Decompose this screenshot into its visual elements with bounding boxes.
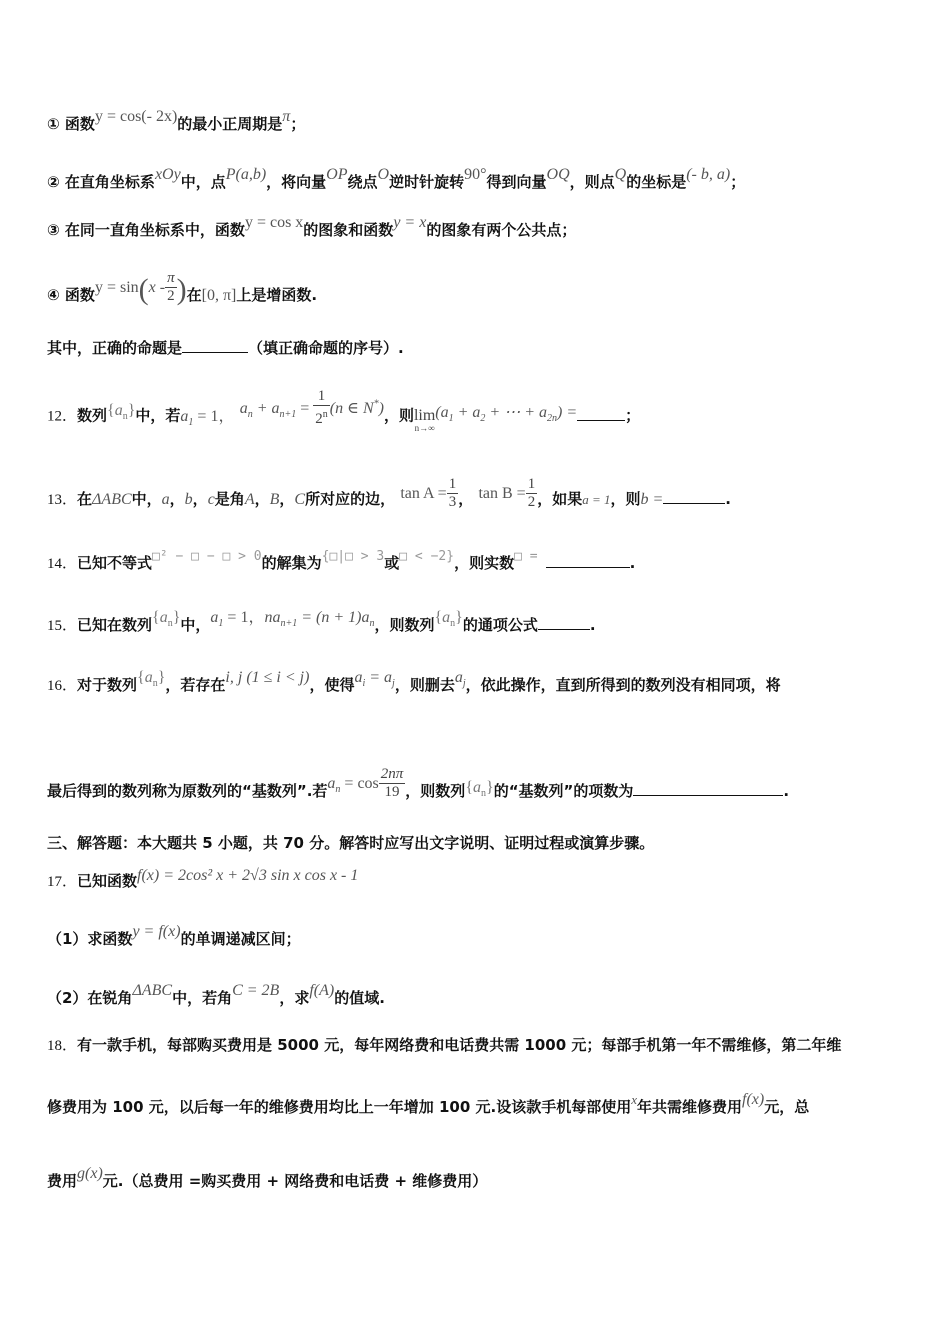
proposition-3	[47, 214, 907, 241]
text: 已知函数	[77, 872, 138, 890]
numerator: π	[167, 270, 175, 286]
var: na	[264, 609, 281, 626]
question-14	[47, 549, 907, 575]
question-15	[47, 609, 907, 642]
sub: n	[335, 784, 341, 796]
formula-interval: [0, π]	[201, 287, 237, 304]
text: 年共需维修费用	[637, 1098, 743, 1116]
var: a	[210, 609, 219, 626]
numerator: 1	[448, 476, 457, 492]
formula-fx: f(x)	[742, 1091, 765, 1108]
sup: *	[373, 398, 379, 410]
question-16	[47, 669, 907, 702]
question-number: 18．	[47, 1038, 78, 1054]
text: 对于数列	[77, 676, 138, 694]
formula-triangle: ΔABC	[132, 982, 173, 999]
formula-aj	[454, 669, 466, 690]
question-17-part-1	[47, 923, 907, 950]
sequence-an: $\{a_n\}$	[152, 609, 181, 630]
formula-c-2b: C = 2B	[232, 982, 280, 999]
fraction-pi-over-2	[165, 270, 177, 305]
answer-blank[interactable]	[577, 406, 625, 421]
sub: n+1	[280, 618, 298, 630]
var: a	[442, 609, 451, 626]
text: ，使得	[309, 676, 355, 694]
op: =	[296, 399, 314, 417]
formula-f: f(x) = 2cos² x + 2√3 sin x cos x - 1	[137, 867, 359, 884]
text: 或	[384, 554, 400, 572]
text: ，依此操作，直到所得到的数列没有相同项，将	[465, 676, 781, 694]
text: ，	[458, 490, 474, 508]
proposition-1-text: 的最小正周期是	[177, 115, 283, 133]
formula-set-part1: {□|□ > 3	[321, 549, 385, 564]
question-17-part-2	[47, 982, 907, 1009]
denominator: 2	[527, 494, 536, 510]
text: 的图象有两个公共点；	[426, 221, 577, 239]
formula-90deg: 90°	[464, 166, 487, 183]
numerator: 1	[527, 476, 536, 492]
formula-gx: g(x)	[77, 1165, 103, 1182]
text: 的解集为	[261, 554, 322, 572]
proposition-2-prefix: ② 在直角坐标系	[47, 173, 155, 191]
sequence-an: $\{a_n\}$	[434, 609, 463, 630]
var-C: C	[294, 491, 306, 508]
formula-a-eq-1: a = 1	[582, 492, 611, 507]
var: (n ∈ N	[329, 399, 374, 417]
paren-right: )	[176, 272, 187, 306]
val: = 1，	[223, 609, 265, 626]
text: .	[589, 616, 596, 634]
formula-op: OP	[326, 166, 348, 183]
denominator: 19	[384, 784, 400, 800]
formula-pi: π	[282, 108, 291, 125]
var: = a	[365, 669, 393, 686]
var: )	[378, 399, 384, 417]
sub: n	[369, 618, 375, 630]
formula-tanB: tan B =	[478, 485, 526, 502]
formula-cos: y = cos(- 2x)	[94, 108, 178, 125]
sequence-an: $\{a_n\}$	[137, 669, 166, 690]
formula-x-minus: x -	[148, 279, 166, 296]
formula-xoy: xOy	[154, 166, 181, 183]
denominator: 2	[167, 288, 175, 304]
formula-a1	[210, 609, 265, 630]
sub: 2n	[547, 412, 558, 424]
question-number: 12．	[47, 408, 78, 425]
formula-recurrence	[239, 399, 314, 420]
var-a: a	[161, 491, 170, 508]
question-18	[47, 1035, 907, 1056]
var-c: c	[207, 491, 215, 508]
text: ③ 在同一直角坐标系中，函数	[47, 221, 245, 239]
conclusion-line	[47, 338, 907, 358]
answer-blank[interactable]	[182, 338, 248, 353]
sub: n	[450, 618, 456, 630]
sub: n+1	[279, 408, 297, 420]
formula-tanA: tan A =	[400, 485, 447, 502]
answer-blank[interactable]	[538, 615, 590, 630]
text: 其中，正确的命题是	[47, 339, 183, 357]
formula-var-eq: □ =	[514, 549, 538, 564]
text: .	[725, 490, 731, 508]
text: 已知在数列	[77, 616, 153, 634]
question-number: 17．	[47, 874, 78, 890]
var: + a	[453, 403, 481, 421]
question-12	[47, 388, 907, 436]
text: ，	[192, 490, 208, 508]
var: a	[473, 779, 481, 796]
text: ，若存在	[165, 676, 226, 694]
text: ④ 函数	[47, 286, 95, 304]
text: 中，若角	[172, 989, 233, 1007]
question-17	[47, 867, 907, 892]
question-number: 16．	[47, 678, 78, 694]
question-18-line-2	[47, 1091, 907, 1118]
proposition-2	[47, 166, 907, 193]
numerator: 2nπ	[380, 766, 404, 782]
var: ) =	[557, 403, 578, 421]
formula-q: Q	[614, 166, 627, 183]
var-b: b	[184, 491, 193, 508]
text: （1）求函数	[47, 930, 133, 948]
text: ，	[254, 490, 270, 508]
var: + ⋯ + a	[485, 403, 548, 421]
sequence-an: $\{a_n\}$	[107, 401, 136, 422]
sub: 1	[448, 412, 454, 424]
text: ，则实数	[454, 554, 515, 572]
var: a	[180, 407, 189, 425]
paren-left: (	[138, 272, 149, 306]
var: a	[327, 775, 336, 792]
formula-sin: y = sin	[94, 279, 139, 296]
sub: i	[362, 678, 366, 690]
sequence-an: $\{a_n\}$	[465, 779, 494, 800]
proposition-1-prefix: ① 函数	[47, 115, 95, 133]
text: 上是增函数.	[236, 286, 318, 304]
var: + a	[252, 399, 280, 417]
formula-cosx: y = cos x	[244, 214, 304, 231]
text: 逆时针旋转	[389, 173, 465, 191]
text: ，	[279, 490, 295, 508]
var-A: A	[244, 491, 255, 508]
var-B: B	[269, 491, 280, 508]
text: 费用	[47, 1172, 78, 1190]
sub: 1	[188, 416, 194, 428]
text: 的“基数列”的项数为	[493, 782, 634, 800]
text: 修费用为 100 元，以后每一年的维修费用均比上一年增加 100 元.设该款手机每部使用	[47, 1098, 632, 1116]
text: 得到向量	[486, 173, 547, 191]
text: （2）在锐角	[47, 989, 133, 1007]
text: ，则点	[569, 173, 615, 191]
formula-a1	[180, 407, 235, 428]
formula-set-part2: □ < −2}	[399, 549, 455, 564]
text: 是角	[214, 490, 245, 508]
formula-o: O	[377, 166, 390, 183]
var: a	[354, 669, 363, 686]
lim: lim	[413, 407, 436, 424]
text: ，则数列	[405, 782, 466, 800]
var: a	[144, 669, 153, 686]
text: 的通项公式	[462, 616, 538, 634]
text: 元.（总费用 =购买费用 + 网络费和电话费 + 维修费用）	[102, 1172, 488, 1190]
formula-y-eq-x: y = x	[393, 214, 427, 231]
answer-blank[interactable]	[663, 489, 725, 504]
question-number: 14．	[47, 556, 78, 572]
sub: n	[152, 678, 158, 690]
denominator: 2	[315, 411, 323, 427]
val: = 1，	[193, 407, 235, 425]
text: ，则	[610, 490, 641, 508]
sub: n	[247, 408, 253, 420]
formula-coords: (- b, a)	[686, 166, 731, 183]
text: 所对应的边，	[305, 490, 396, 508]
formula-y-fx: y = f(x)	[132, 923, 181, 940]
text: ；	[730, 173, 746, 191]
text: 中，	[131, 490, 162, 508]
text: 的单调递减区间；	[180, 930, 301, 948]
fraction-1-over-2n	[313, 388, 330, 428]
fraction-1-2	[526, 476, 538, 511]
formula-b-eq: b =	[640, 491, 664, 508]
formula-an	[327, 775, 379, 796]
text: ，则数列	[374, 616, 435, 634]
lim-sub: n→∞	[414, 423, 435, 433]
formula-ai-eq-aj	[354, 669, 395, 690]
text: ，则	[383, 406, 414, 425]
formula-oq: OQ	[546, 166, 570, 183]
var: a	[239, 399, 248, 417]
var: (a	[435, 403, 449, 421]
proposition-4	[47, 270, 907, 313]
text: ，	[169, 490, 185, 508]
punctuation: ；	[290, 115, 306, 133]
text: ，将向量	[266, 173, 327, 191]
text: 的图象和函数	[303, 221, 394, 239]
text: 在	[186, 286, 202, 304]
sub: j	[392, 678, 395, 690]
formula-inequality: □² − □ − □ > 0	[152, 549, 262, 564]
text: ，求	[279, 989, 310, 1007]
formula-domain	[330, 400, 384, 417]
text: 元，总	[764, 1098, 810, 1116]
denominator: 3	[448, 494, 457, 510]
var-x: x	[631, 1092, 637, 1107]
text: 最后得到的数列称为原数列的“基数列”.若	[47, 782, 328, 800]
text: 数列	[77, 406, 108, 425]
question-16-continued	[47, 766, 907, 809]
formula-triangle: ΔABC	[92, 491, 132, 508]
formula-recurrence	[264, 609, 375, 630]
var: = (n + 1)a	[297, 609, 370, 626]
var: a	[454, 669, 463, 686]
question-18-line-3	[47, 1165, 907, 1192]
text: 中，点	[180, 173, 226, 191]
sub: n	[122, 410, 128, 422]
formula-fA: f(A)	[309, 982, 335, 999]
answer-blank[interactable]	[633, 781, 783, 796]
text: 的坐标是	[626, 173, 687, 191]
sub: 1	[218, 618, 224, 630]
section-3-heading	[47, 833, 907, 853]
fraction-1-3	[447, 476, 459, 511]
var: a	[159, 609, 168, 626]
text: 中，	[180, 616, 211, 634]
numerator: 1	[313, 388, 330, 406]
sub: j	[462, 678, 466, 690]
text: 已知不等式	[77, 554, 153, 572]
var: a	[114, 401, 123, 419]
question-13	[47, 476, 907, 517]
proposition-1	[47, 108, 907, 135]
text: （填正确命题的序号）.	[248, 339, 404, 357]
text: .	[629, 554, 636, 572]
fraction-2npi-19	[379, 766, 406, 801]
text: 三、解答题：本大题共 5 小题，共 70 分。解答时应写出文字说明、证明过程或演算步骤。	[47, 834, 655, 852]
sub: n	[167, 618, 173, 630]
text: 的值域.	[334, 989, 385, 1007]
text: 有一款手机，每部购买费用是 5000 元，每年网络费和电话费共需 1000 元；每部手机第一年不需维修，第二年维	[77, 1036, 842, 1054]
sup: n	[322, 409, 328, 420]
limit-symbol	[414, 407, 435, 433]
text: 在	[77, 490, 93, 508]
answer-blank[interactable]	[546, 553, 630, 568]
text: .	[783, 782, 790, 800]
sub: n	[481, 788, 486, 800]
question-number: 13．	[47, 492, 78, 508]
text: 中，若	[135, 406, 181, 425]
question-number: 15．	[47, 618, 78, 634]
text: 绕点	[347, 173, 378, 191]
text: ，如果	[537, 490, 583, 508]
text: ，则删去	[394, 676, 455, 694]
op: = cos	[340, 775, 379, 792]
formula-point-p: P(a,b)	[225, 166, 267, 183]
formula-ij: i, j (1 ≤ i < j)	[225, 669, 310, 686]
text: ；	[625, 406, 641, 425]
formula-sum	[435, 403, 578, 424]
sub: 2	[480, 412, 486, 424]
